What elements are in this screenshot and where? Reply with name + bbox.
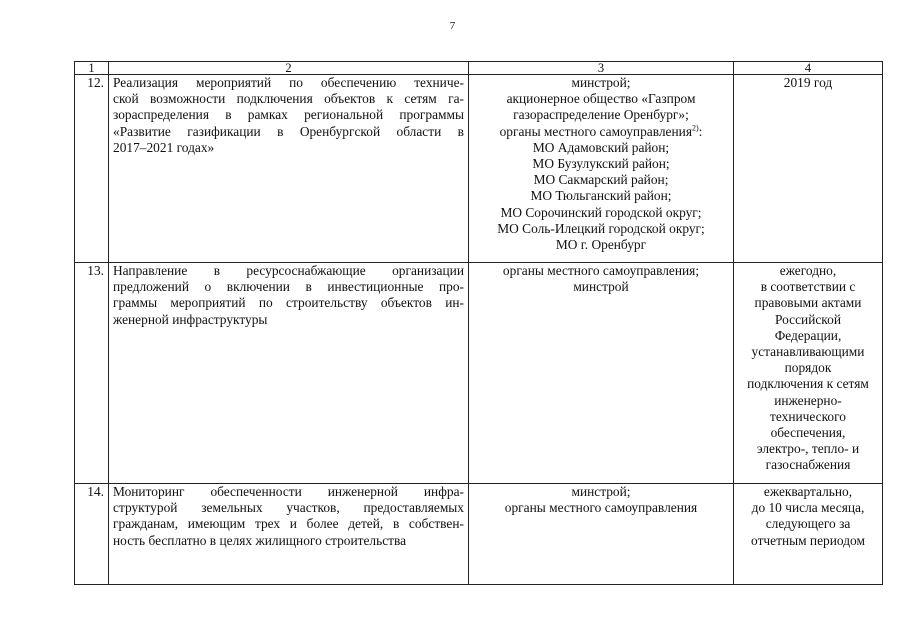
executors [469,263,734,484]
deadline-line: ежегодно, [779,263,837,278]
row-number: 14. [75,484,109,585]
description-line: 2017–2021 годах» [113,139,215,155]
description-line: зораспределения в рамках региональной программы [113,107,464,123]
header-row [75,62,883,75]
table-row [75,263,883,484]
description-line: предложений о включении в инвестиционные про- [113,279,464,295]
measures-table [74,61,883,585]
description-line: Мониторинг обеспеченности инженерной инфра- [113,484,464,499]
executor-line: минстрой [573,279,629,295]
deadline-line: порядок [784,360,832,376]
measure-description [109,75,469,263]
executor-line: МО Сакмарский район; [533,172,669,188]
executors [469,75,734,263]
table-row [75,484,883,585]
executor-line: МО Бузулукский район; [532,156,670,172]
executor-line: минстрой; [571,75,631,90]
row-number: 12. [75,75,109,263]
deadline-line: Российской [775,311,841,327]
deadline [734,263,883,484]
deadline-line: газоснабжения [765,457,851,473]
deadline [734,484,883,585]
description-line: «Развитие газификации в Оренбургской области в [113,123,464,139]
executor-line: МО Тюльганский район; [530,188,672,204]
deadline-line: 2019 год [783,75,833,90]
executors [469,484,734,585]
executor-line: МО Соль-Илецкий городской округ; [497,220,705,236]
table-row [75,75,883,263]
deadline-line: обеспечения, [770,425,846,441]
deadline-line: инженерно- [774,392,842,408]
deadline-line: в соответствии с [760,279,856,295]
description-line: Направление в ресурсоснабжающие организации [113,263,464,278]
deadline-line: устанавливающими [751,344,865,360]
description-line: структурой земельных участков, предоставляемых [113,500,464,516]
deadline-line: ежеквартально, [763,484,853,499]
deadline-line: до 10 числа месяца, [751,500,865,516]
measure-description [109,263,469,484]
deadline-line: отчетным периодом [751,532,865,548]
deadline [734,75,883,263]
deadline-line: следующего за [765,516,851,532]
page-number: 7 [449,20,456,32]
description-line: женерной инфраструктуры [113,311,268,327]
executor-line: газораспределение Оренбург»; [513,107,689,123]
executor-line: акционерное общество «Газпром [506,91,696,107]
measure-description [109,484,469,585]
executor-colon: : [698,123,703,139]
header-col-1: 1 [75,62,109,75]
deadline-line: технического [770,408,846,424]
description-line: ской возможности подключения объектов к сетям га- [113,91,464,107]
executor-line: МО Сорочинский городской округ; [500,204,702,220]
description-line: ность бесплатно в целях жилищного строительства [113,532,407,548]
executor-line-with-footnote [473,124,729,140]
header-col-2: 2 [109,62,469,75]
deadline-line: электро-, тепло- и [756,441,860,457]
header-col-3: 3 [469,62,734,75]
executor-line: МО г. Оренбург [555,237,647,253]
footnote-mark: 2) [692,123,699,133]
description-line: Реализация мероприятий по обеспечению техниче- [113,75,464,90]
executor-text: органы местного самоуправления [499,123,692,139]
executor-line: органы местного самоуправления; [502,263,700,278]
deadline-line: правовыми актами [754,295,862,311]
deadline-line: Федерации, [774,327,842,343]
description-line: гражданам, имеющим трех и более детей, в собствен- [113,516,464,532]
executor-line: минстрой; [571,484,631,499]
description-line: граммы мероприятий по строительству объектов ин- [113,295,464,311]
deadline-line: подключения к сетям [747,376,869,392]
header-col-4: 4 [734,62,883,75]
row-number: 13. [75,263,109,484]
executor-line: органы местного самоуправления [504,500,698,516]
executor-line: МО Адамовский район; [532,139,670,155]
